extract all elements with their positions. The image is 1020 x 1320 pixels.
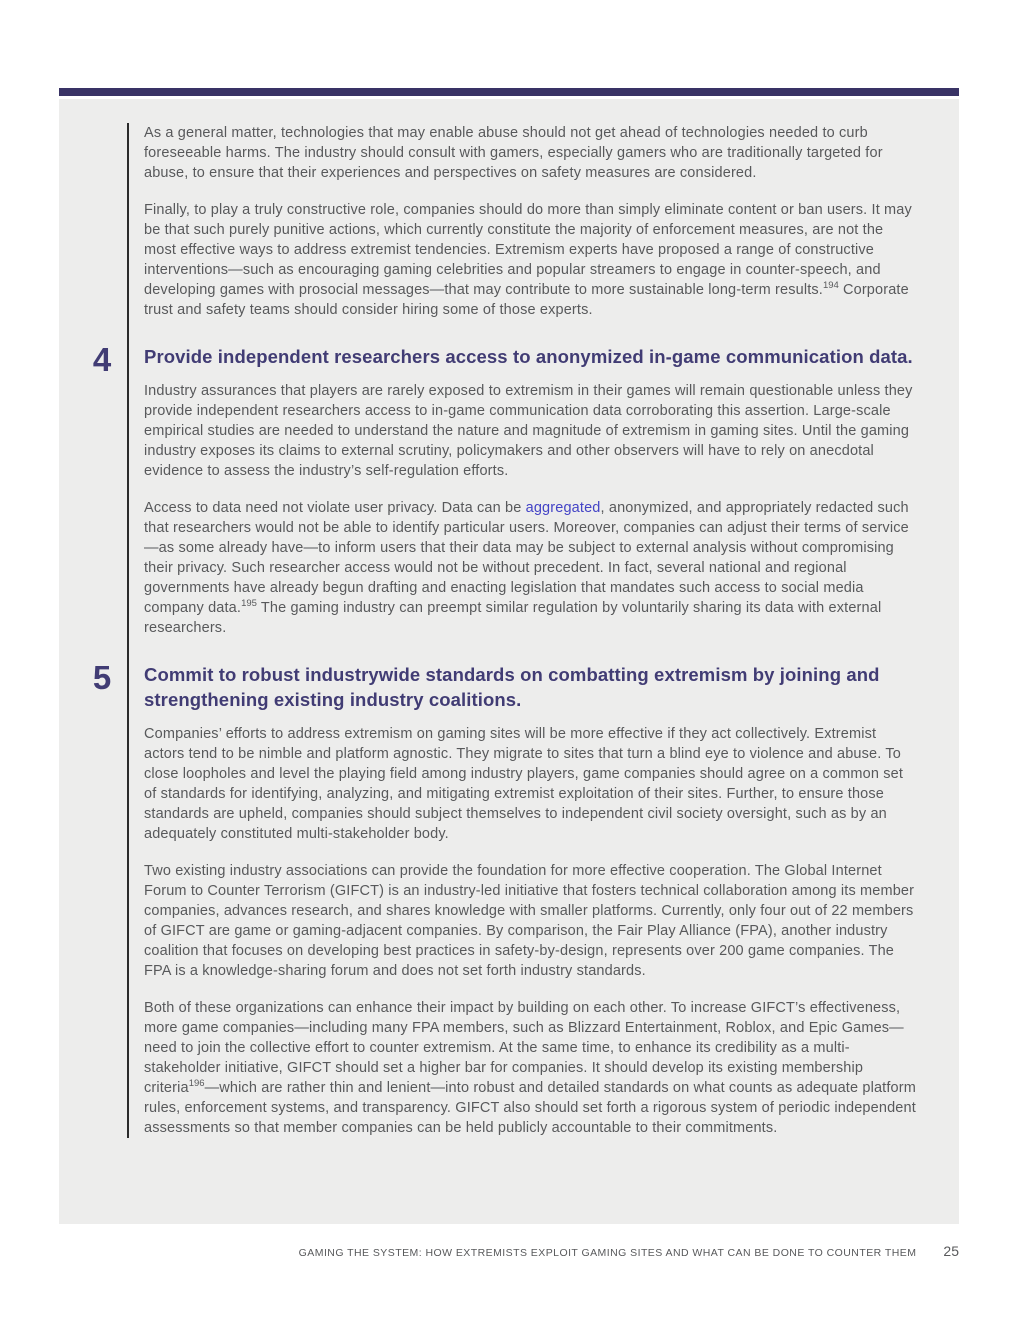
text-run: Corporate trust and safety teams should consider hiring some of those experts. xyxy=(144,282,909,318)
text-run: Companies’ efforts to address extremism on gaming sites will be more effective if they act collectively. Extremist actors tend to be nimble and platform agnostic. They migrate to sites that turn a blind eye to violence and abuse. To close loopholes and level the playing field among industry players, game companies should agree on a common set of standards for identifying, analyzing, and mitigating extremist exploitation of their sites. Further, to ensure those standards are upheld, companies should subject themselves to independent civil society oversight, such as by an adequately constituted multi-stakeholder body. xyxy=(144,726,904,842)
text-run: As a general matter, technologies that may enable abuse should not get ahead of technologies needed to curb foreseeable harms. The industry should consult with gamers, especially gamers who are traditionally targeted for abuse, to ensure that their experiences and perspectives on safety measures are considered. xyxy=(144,125,883,181)
inline-link[interactable]: aggregated xyxy=(525,500,601,516)
footnote-reference: 194 xyxy=(822,280,839,292)
body-paragraph xyxy=(144,724,919,844)
section-heading xyxy=(92,341,919,378)
text-run: Access to data need not violate user privacy. Data can be xyxy=(144,500,526,516)
text-run: , anonymized, and appropriately redacted such that researchers would not be able to identify particular users. Moreover, companies can adjust their terms of service—as some already have—to inform users that their data may be subject to external analysis without compromising their privacy. Such researcher access would not be without precedent. In fact, several national and regional governments have already begun drafting and enacting legislation that mandates such access to social media company data. xyxy=(144,500,909,616)
section-heading-text: Commit to robust industrywide standards on combatting extremism by joining and strengthening existing industry coalitions. xyxy=(144,664,880,710)
body-paragraph xyxy=(144,381,919,481)
body-paragraph xyxy=(144,498,919,638)
section-number: 5 xyxy=(92,659,112,696)
top-accent-bar xyxy=(59,88,959,96)
footer-page-number: 25 xyxy=(943,1243,959,1259)
content-column xyxy=(92,123,919,1138)
text-run: Industry assurances that players are rarely exposed to extremism in their games will remain questionable unless they provide independent researchers access to in-game communication data corroborating this assertion. Large-scale empirical studies are needed to understand the nature and magnitude of extremism in gaming sites. Until the gaming industry exposes its claims to external scrutiny, policymakers and other observers will have to rely on anecdotal evidence to assess the industry’s self-regulation efforts. xyxy=(144,383,913,479)
footnote-reference: 195 xyxy=(241,598,257,610)
body-paragraph xyxy=(144,861,919,981)
footnote-reference: 196 xyxy=(188,1078,205,1090)
text-run: The gaming industry can preempt similar regulation by voluntarily sharing its data with external researchers. xyxy=(144,600,882,636)
body-paragraph xyxy=(144,123,919,183)
text-run: Finally, to play a truly constructive role, companies should do more than simply eliminate content or ban users. It may be that such purely punitive actions, which currently constitute the majority of enforcement measures, are not the most effective ways to address extremist tendencies. Extremism experts have proposed a range of constructive interventions—such as encouraging gaming celebrities and popular streamers to engage in counter-speech, and developing games with prosocial messages—that may contribute to more sustainable long-term results. xyxy=(144,202,912,298)
section-number: 4 xyxy=(92,341,112,378)
content-box xyxy=(59,99,959,1224)
body-paragraph xyxy=(144,200,919,320)
body-paragraph xyxy=(144,998,919,1138)
text-run: Two existing industry associations can provide the foundation for more effective cooperation. The Global Internet Forum to Counter Terrorism (GIFCT) is an industry-led initiative that fosters technical collaboration among its member companies, advances research, and shares knowledge with smaller platforms. Currently, only four out of 22 members of GIFCT are game or gaming-adjacent companies. By comparison, the Fair Play Alliance (FPA), another industry coalition that focuses on developing best practices in safety-by-design, represents over 200 game companies. The FPA is a knowledge-sharing forum and does not set forth industry standards. xyxy=(144,863,915,979)
page-footer xyxy=(59,1243,959,1259)
footer-running-title: GAMING THE SYSTEM: HOW EXTREMISTS EXPLOIT GAMING SITES AND WHAT CAN BE DONE TO COUNTER THEM xyxy=(298,1247,917,1259)
text-run: —which are rather thin and lenient—into robust and detailed standards on what counts as adequate platform rules, enforcement systems, and transparency. GIFCT also should set forth a rigorous system of periodic independent assessments so that member companies can be held publicly accountable to their commitments. xyxy=(144,1080,916,1136)
section-heading-text: Provide independent researchers access to anonymized in-game communication data. xyxy=(144,346,913,367)
text-run: Both of these organizations can enhance their impact by building on each other. To increase GIFCT’s effectiveness, more game companies—including many FPA members, such as Blizzard Entertainment, Roblox, and Epic Games—need to join the collective effort to counter extremism. At the same time, to enhance its credibility as a multi-stakeholder initiative, GIFCT should set a higher bar for companies. It should develop its existing membership criteria xyxy=(144,1000,904,1096)
section-heading xyxy=(92,659,919,712)
